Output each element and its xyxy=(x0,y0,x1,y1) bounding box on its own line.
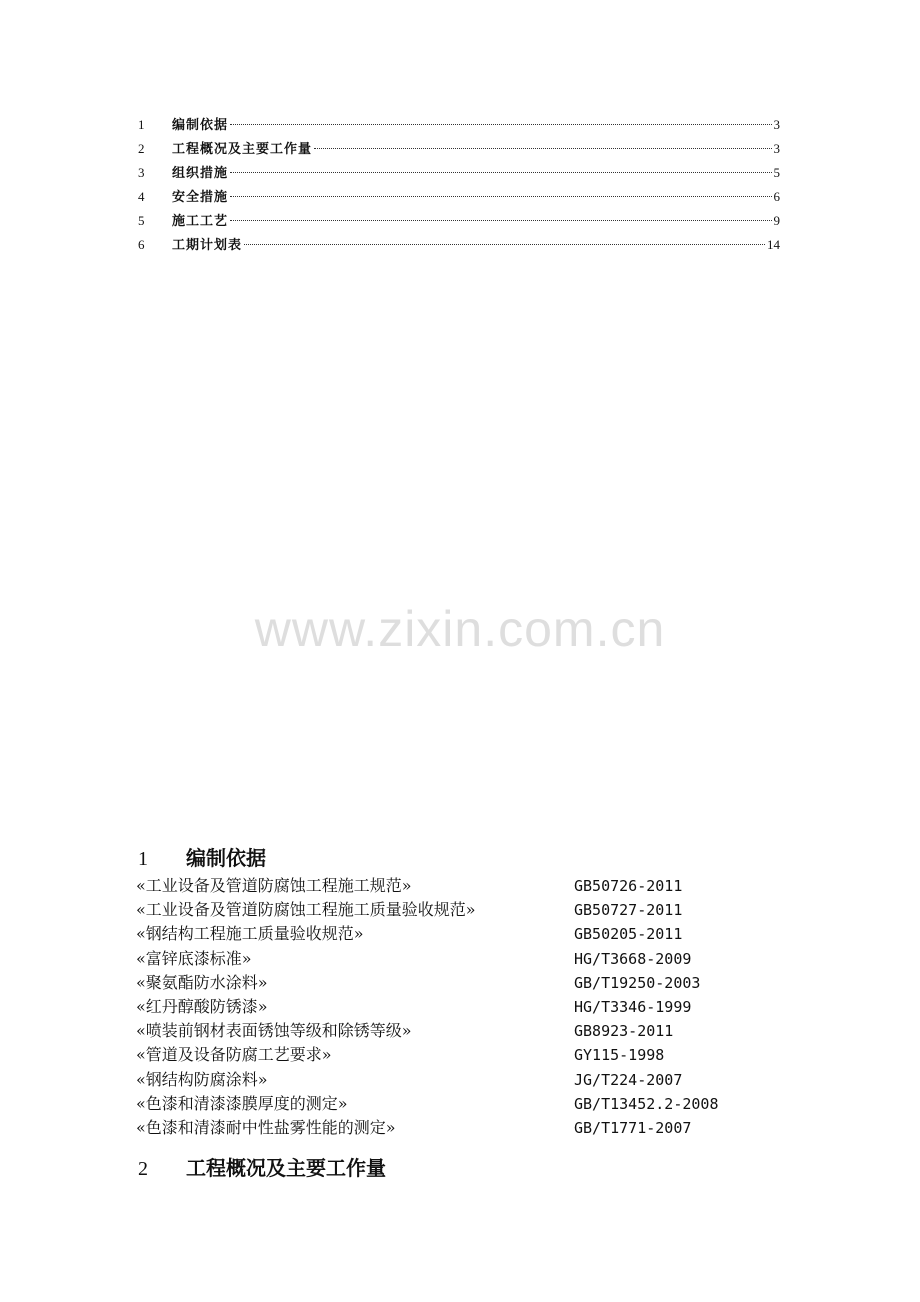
toc-entry-title: 工程概况及主要工作量 xyxy=(172,142,313,157)
section-title: 编制依据 xyxy=(186,846,266,870)
toc-leader-dots xyxy=(314,148,771,149)
toc-leader-dots xyxy=(244,244,765,245)
reference-item xyxy=(136,1043,776,1067)
toc-leader-dots xyxy=(230,220,771,221)
toc-leader-dots xyxy=(230,172,771,173)
reference-item xyxy=(136,874,776,898)
toc-entry-title: 施工工艺 xyxy=(172,214,229,229)
reference-item xyxy=(136,1068,776,1092)
reference-item xyxy=(136,971,776,995)
toc-entry[interactable] xyxy=(138,185,780,209)
toc-entry[interactable] xyxy=(138,137,780,161)
toc-entry-number: 2 xyxy=(138,141,145,156)
reference-item xyxy=(136,1019,776,1043)
reference-title: «钢结构工程施工质量验收规范» xyxy=(136,924,364,944)
section-number: 1 xyxy=(138,848,148,870)
reference-list xyxy=(136,874,776,1140)
reference-code: HG/T3346-1999 xyxy=(574,997,692,1016)
toc-leader-dots xyxy=(230,124,771,125)
reference-title: «钢结构防腐涂料» xyxy=(136,1069,268,1089)
reference-title: «富锌底漆标准» xyxy=(136,948,252,968)
reference-item xyxy=(136,922,776,946)
reference-item xyxy=(136,995,776,1019)
toc-entry-number: 6 xyxy=(138,237,145,252)
toc-entry-title: 组织措施 xyxy=(172,166,229,181)
toc-entry-number: 4 xyxy=(138,189,145,204)
reference-code: GB50727-2011 xyxy=(574,901,683,920)
toc-entry-page: 6 xyxy=(773,189,780,204)
section-heading xyxy=(138,1152,386,1181)
reference-code: GB50726-2011 xyxy=(574,877,683,895)
toc-entry-page: 14 xyxy=(767,237,780,252)
reference-item xyxy=(136,898,776,922)
reference-code: JG/T224-2007 xyxy=(574,1070,683,1089)
toc-leader-dots xyxy=(230,196,771,197)
reference-code: GB/T19250-2003 xyxy=(574,973,701,992)
section-number: 2 xyxy=(138,1158,148,1180)
toc-entry-title: 工期计划表 xyxy=(172,238,243,253)
toc-entry-page: 5 xyxy=(773,165,780,180)
reference-title: «工业设备及管道防腐蚀工程施工规范» xyxy=(136,876,412,895)
toc-entry-number: 5 xyxy=(138,213,145,228)
reference-item xyxy=(136,1092,776,1116)
section-title: 工程概况及主要工作量 xyxy=(186,1156,386,1180)
reference-title: «工业设备及管道防腐蚀工程施工质量验收规范» xyxy=(136,900,476,920)
reference-code: GB8923-2011 xyxy=(574,1022,674,1041)
reference-title: «聚氨酯防水涂料» xyxy=(136,972,268,992)
reference-code: GB50205-2011 xyxy=(574,925,683,944)
reference-code: GY115-1998 xyxy=(574,1046,665,1065)
toc-entry-number: 1 xyxy=(138,117,145,132)
reference-title: «管道及设备防腐工艺要求» xyxy=(136,1045,332,1065)
toc-entry-title: 安全措施 xyxy=(172,190,229,205)
reference-title: «红丹醇酸防锈漆» xyxy=(136,996,268,1016)
toc-entry[interactable] xyxy=(138,113,780,137)
reference-code: GB/T1771-2007 xyxy=(574,1118,692,1137)
section-heading xyxy=(138,842,266,871)
reference-title: «色漆和清漆漆膜厚度的测定» xyxy=(136,1093,348,1113)
table-of-contents xyxy=(138,113,780,257)
toc-entry[interactable] xyxy=(138,161,780,185)
reference-code: HG/T3668-2009 xyxy=(574,949,692,968)
toc-entry-page: 9 xyxy=(773,213,780,228)
reference-title: «喷装前钢材表面锈蚀等级和除锈等级» xyxy=(136,1021,412,1041)
toc-entry[interactable] xyxy=(138,209,780,233)
reference-code: GB/T13452.2-2008 xyxy=(574,1094,719,1113)
toc-entry-number: 3 xyxy=(138,165,145,180)
reference-title: «色漆和清漆耐中性盐雾性能的测定» xyxy=(136,1117,396,1137)
toc-entry-title: 编制依据 xyxy=(172,118,229,133)
toc-entry-page: 3 xyxy=(773,141,780,156)
toc-entry[interactable] xyxy=(138,233,780,257)
watermark: www.zixin.com.cn xyxy=(254,601,666,657)
reference-item xyxy=(136,1116,776,1140)
toc-entry-page: 3 xyxy=(773,117,780,132)
reference-item xyxy=(136,947,776,971)
